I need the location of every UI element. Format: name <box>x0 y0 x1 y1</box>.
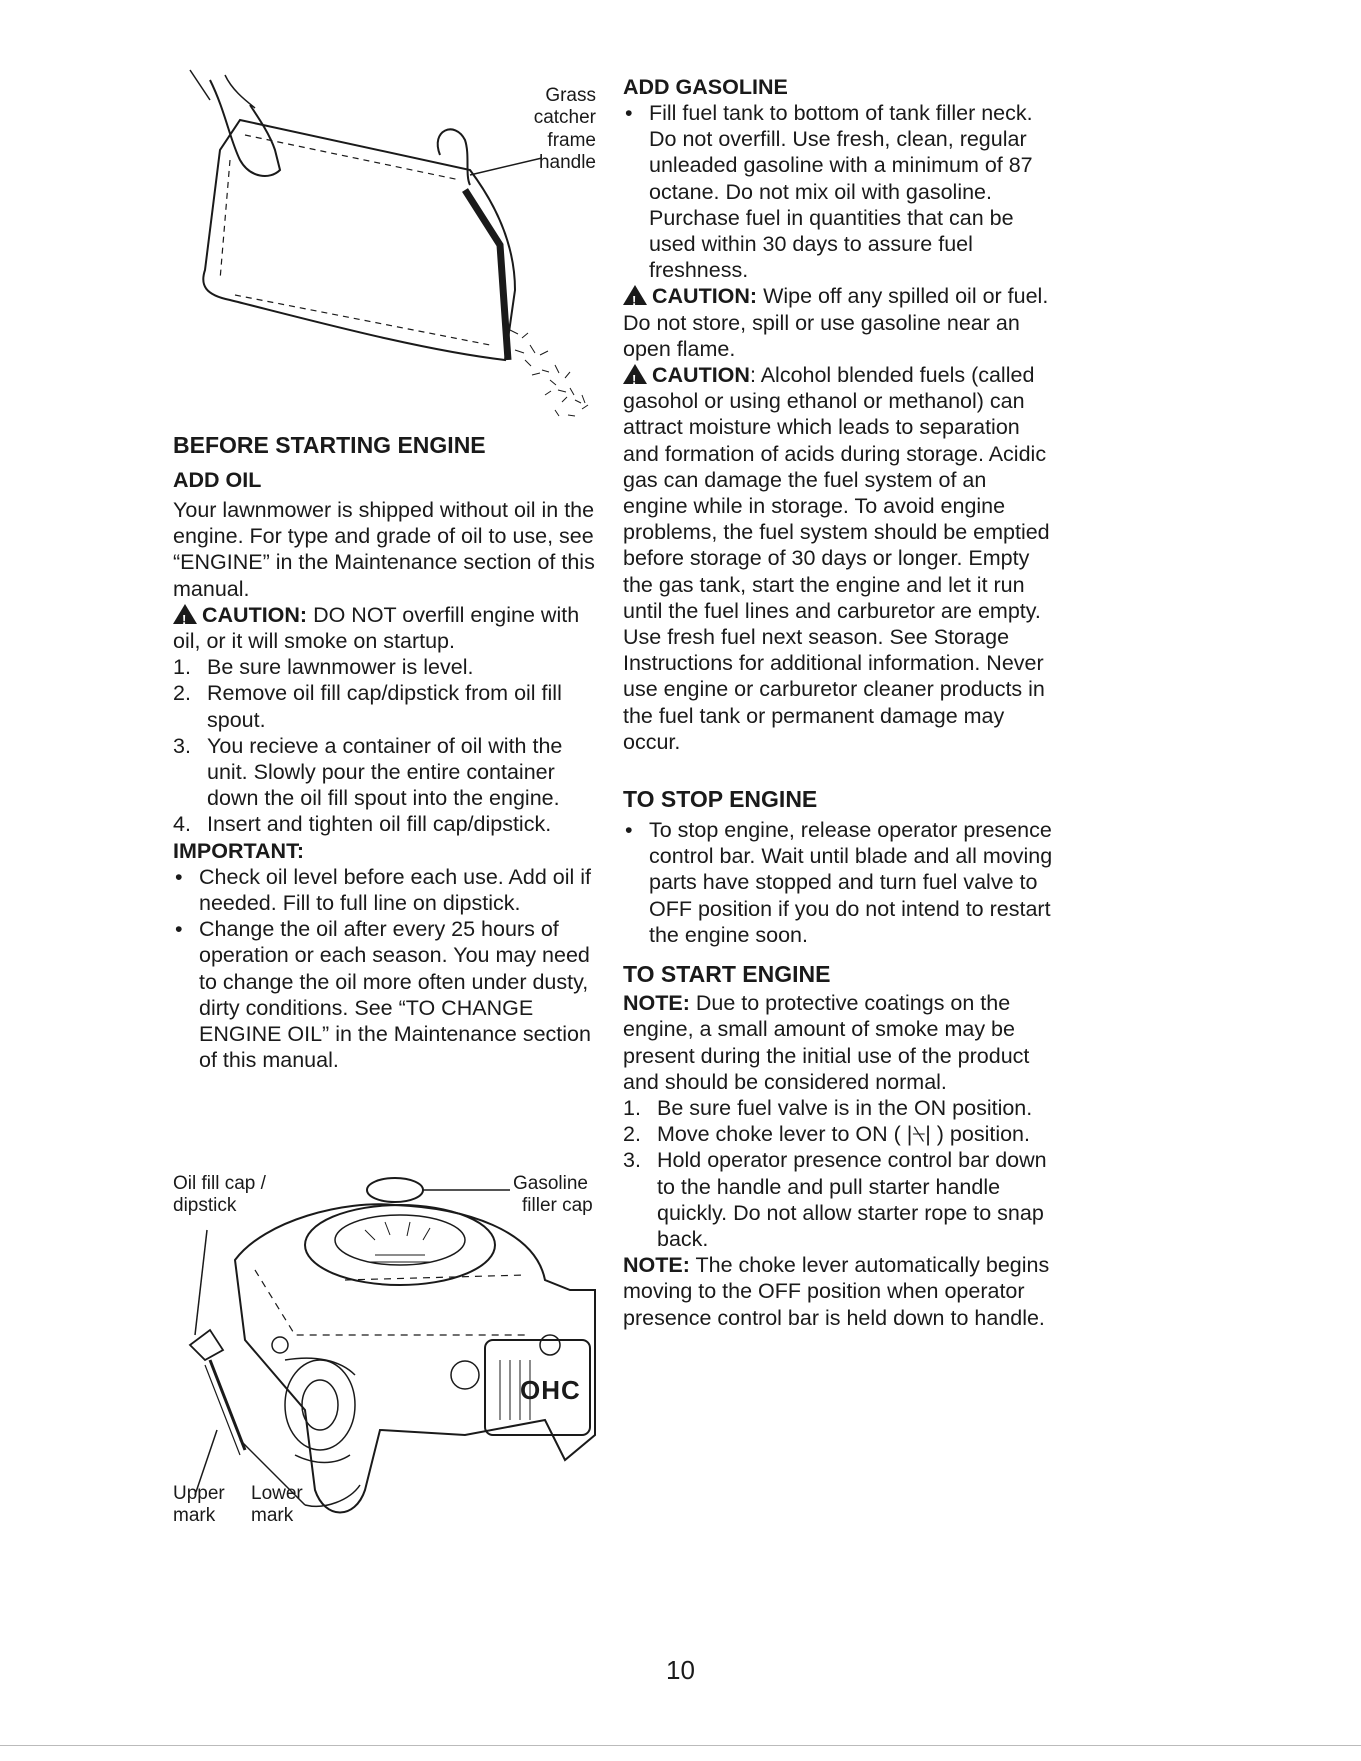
upper-mark-label-line2: mark <box>173 1505 216 1526</box>
stop-engine-heading: TO STOP ENGINE <box>623 786 818 813</box>
list-item <box>623 1147 1053 1252</box>
warning-icon <box>623 364 647 384</box>
engine-figure <box>165 1160 675 1540</box>
engine-logo: OHC <box>520 1375 581 1405</box>
upper-mark-label-line1: Upper <box>173 1483 225 1504</box>
add-oil-steps <box>173 654 598 837</box>
list-item <box>173 680 598 732</box>
grass-catcher-label-line4: handle <box>538 152 596 173</box>
caution-label: CAUTION: <box>652 284 758 309</box>
oil-caution <box>173 602 598 654</box>
add-oil-intro: Your lawnmower is shipped without oil in the engine. For type and grade of oil to use, see “ENGINE” in the Maintenance section of this manual. <box>173 498 595 601</box>
step-text: Be sure fuel valve is in the ON position. <box>657 1095 1033 1120</box>
right-column <box>623 74 1053 1331</box>
grass-catcher-label-line1: Grass <box>545 85 596 106</box>
step-text: Move choke lever to ON ( |⍀| ) position. <box>657 1122 1030 1147</box>
gas-caution-2 <box>623 362 1053 755</box>
oil-caution-label: CAUTION: <box>202 602 308 627</box>
important-bullets <box>173 864 598 1074</box>
step-text: Hold operator presence control bar down to the handle and pull starter handle quickly. Do not allow starter rope to snap back. <box>657 1148 1047 1251</box>
bullet-text: Check oil level before each use. Add oil if needed. Fill to full line on dipstick. <box>199 864 592 916</box>
start-note-1 <box>623 990 1053 1095</box>
important-text: IMPORTANT: <box>173 838 304 863</box>
grass-catcher-label-line3: frame <box>547 130 596 151</box>
step-text: You recieve a container of oil with the unit. Slowly pour the entire container down the oil fill spout into the engine. <box>207 733 563 811</box>
page-number: 10 <box>666 1655 695 1685</box>
bullet-text: Change the oil after every 25 hours of operation or each season. You may need to change the oil more often under dusty, dirty conditions. See “TO CHANGE ENGINE OIL” in the Maintenance section of this manual. <box>199 917 591 1073</box>
caution-text: : Alcohol blended fuels (called gasohol or using ethanol or methanol) can attract moisture which leads to separation and formation of acids during storage. Acidic gas can damage the fuel system of an engine while in storage. To avoid engine problems, the fuel system should be emptied before storage of 30 days or longer. Empty the gas tank, start the engine and let it run until the fuel lines and carburetor are empty. Use fresh fuel next season. See Storage Instructions for additional information. Never use engine or carburetor cleaner products in the fuel tank or permanent damage may occur. <box>623 363 1050 754</box>
step-number: 1. <box>623 1095 641 1120</box>
bullet: • <box>175 917 183 942</box>
page-bottom-rule <box>0 1745 1361 1746</box>
bullet: • <box>625 818 633 843</box>
step-number: 2. <box>623 1122 641 1147</box>
caution-label: CAUTION <box>652 363 750 388</box>
grass-catcher-figure <box>170 60 670 430</box>
list-item <box>623 1095 1053 1121</box>
add-gasoline-heading: ADD GASOLINE <box>623 75 788 99</box>
list-item <box>173 916 598 1073</box>
note-label: NOTE: <box>623 991 690 1016</box>
bullet-text: To stop engine, release operator presence control bar. Wait until blade and all moving parts have stopped and turn fuel valve to OFF position if you do not intend to restart the engine soon. <box>649 818 1053 947</box>
step-number: 3. <box>623 1148 641 1173</box>
caution-text: Wipe off any spilled oil or fuel. Do not store, spill or use gasoline near an open flame. <box>623 284 1049 361</box>
lower-mark-label-line2: mark <box>251 1505 294 1526</box>
start-note-2 <box>623 1252 1053 1331</box>
note-label: NOTE: <box>623 1253 690 1278</box>
grass-catcher-label-line2: catcher <box>533 107 596 128</box>
add-oil-heading: ADD OIL <box>173 468 262 492</box>
bullet-text: Fill fuel tank to bottom of tank filler neck. Do not overfill. Use fresh, clean, regular unleaded gasoline with a minimum of 87 octane. Do not mix oil with gasoline. Purchase fuel in quantities that can be used within 30 days to assure fuel freshness. <box>649 101 1033 283</box>
before-starting-heading: BEFORE STARTING ENGINE <box>173 432 486 458</box>
list-item <box>623 817 1053 948</box>
step-text: Be sure lawnmower is level. <box>207 655 474 680</box>
bullet: • <box>175 864 183 889</box>
list-item <box>173 811 598 837</box>
stop-engine-bullets <box>623 817 1053 948</box>
warning-icon <box>173 604 197 624</box>
engine-illustration <box>165 1160 675 1540</box>
oil-cap-label-line1: Oil fill cap / <box>173 1173 266 1194</box>
list-item <box>173 654 598 680</box>
list-item <box>173 733 598 812</box>
gas-cap-label-line2: filler cap <box>522 1195 593 1216</box>
oil-caution-text: DO NOT overfill engine with oil, or it will smoke on startup. <box>173 602 580 654</box>
step-text: Insert and tighten oil fill cap/dipstick. <box>207 812 552 837</box>
list-item <box>623 100 1053 283</box>
important-label <box>173 838 598 864</box>
oil-cap-label-line2: dipstick <box>173 1195 237 1216</box>
add-gasoline-bullets <box>623 100 1053 283</box>
list-item <box>623 1121 1053 1147</box>
gas-caution-1 <box>623 283 1053 362</box>
note-text: Due to protective coatings on the engine, a small amount of smoke may be present during the initial use of the product and should be considered normal. <box>623 991 1030 1094</box>
left-column <box>173 431 598 1073</box>
note-text: The choke lever automatically begins moving to the OFF position when operator presence control bar is held down to handle. <box>623 1253 1050 1330</box>
warning-icon <box>623 285 647 305</box>
lower-mark-label-line1: Lower <box>251 1483 303 1504</box>
gas-cap-label-line1: Gasoline <box>513 1173 588 1194</box>
start-engine-steps <box>623 1095 1053 1252</box>
step-number: 2. <box>173 681 191 706</box>
bullet: • <box>625 101 633 125</box>
step-number: 3. <box>173 733 191 758</box>
step-number: 4. <box>173 812 191 837</box>
step-number: 1. <box>173 655 191 680</box>
list-item <box>173 864 598 916</box>
step-text: Remove oil fill cap/dipstick from oil fill spout. <box>207 681 562 732</box>
start-engine-heading: TO START ENGINE <box>623 961 831 988</box>
